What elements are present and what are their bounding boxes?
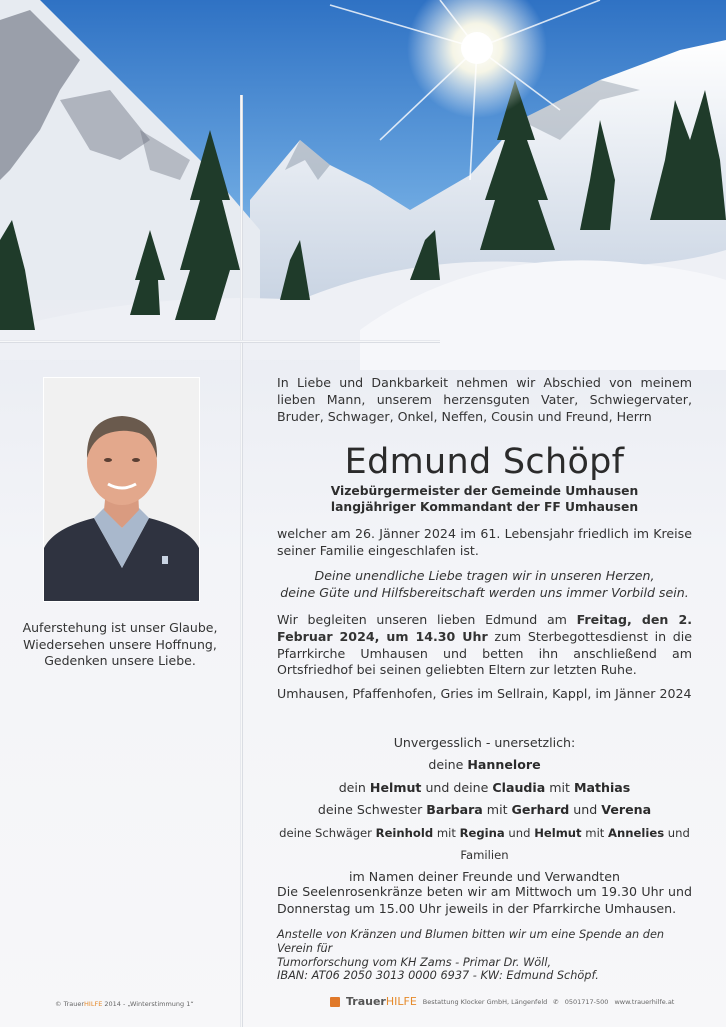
mourner-line: deine Schwester Barbara mit Gerhard und Verena: [317, 802, 652, 818]
mourners-list: [277, 732, 692, 889]
mourners-heading: Unvergesslich - unersetzlich:: [393, 735, 576, 750]
death-notice: welcher am 26. Jänner 2024 im 61. Lebensjahr friedlich im Kreise seiner Familie eingeschlafen ist.: [277, 526, 692, 558]
place-date: Umhausen, Pfaffenhofen, Gries im Sellrain, Kappl, im Jänner 2024: [277, 686, 692, 701]
left-quote-line: Auferstehung ist unser Glaube,: [22, 620, 218, 635]
mourners-closing: im Namen deiner Freunde und Verwandten: [349, 869, 620, 885]
deceased-name: Edmund Schöpf: [344, 442, 625, 482]
left-quote: [20, 620, 220, 670]
verse-line: deine Güte und Hilfsbereitschaft werden uns immer Vorbild sein.: [280, 584, 689, 600]
phone-number: 0501717-500: [564, 997, 609, 1006]
trauerhilfe-logo-icon: [330, 997, 340, 1007]
donation-request: [277, 928, 692, 983]
funeral-date-time: Freitag, den 2. Februar 2024, um 14.30 Uhr: [277, 612, 692, 644]
website-link[interactable]: www.trauerhilfe.at: [614, 997, 675, 1006]
funeral-text: Wir begleiten unseren lieben Edmund am: [277, 612, 577, 627]
verse-line: Deine unendliche Liebe tragen wir in unseren Herzen,: [314, 568, 655, 583]
title-line: Vizebürgermeister der Gemeinde Umhausen: [330, 484, 639, 498]
company-name: Bestattung Klocker GmbH, Längenfeld: [422, 997, 548, 1006]
donation-line: Tumorforschung vom KH Zams - Primar Dr. Wöll,: [277, 955, 552, 969]
cross-vertical-bar: [240, 95, 243, 1027]
logo-text: TrauerHILFE: [346, 995, 417, 1008]
copyright-notice: © TrauerHILFE 2014 - „Winterstimmung 1“: [55, 1000, 194, 1008]
memorial-verse: [277, 568, 692, 601]
funeral-details: [277, 612, 692, 679]
portrait-photo: [43, 377, 200, 602]
donation-line: IBAN: AT06 2050 3013 0000 6937 - KW: Edmund Schöpf.: [277, 969, 599, 983]
cross-horizontal-bar: [0, 340, 440, 343]
intro-text: In Liebe und Dankbarkeit nehmen wir Abschied von meinem lieben Mann, unserem herzensguten Vater, Schwiegervater, Bruder, Schwager, Onkel, Neffen, Cousin und Freund, Herrn: [277, 375, 692, 424]
mourner-line: deine Hannelore: [428, 757, 541, 773]
funeral-text: zum Sterbegottesdienst in die Pfarrkirche Umhausen und betten ihn anschließend am Ortsfriedhof bei seinen geliebten Eltern zur letzten Ruhe.: [277, 628, 692, 678]
donation-line: Anstelle von Kränzen und Blumen bitten wir um eine Spende an den Verein für: [277, 928, 665, 955]
mourner-line: dein Helmut und deine Claudia mit Mathias: [338, 779, 631, 795]
rosary-notice: Die Seelenrosenkränze beten wir am Mittwoch um 19.30 Uhr und Donnerstag um 15.00 Uhr jeweils in der Pfarrkirche Umhausen.: [277, 884, 692, 916]
mourner-line: deine Schwäger Reinhold mit Regina und Helmut mit Annelies und Familien: [279, 825, 690, 863]
title-line: langjähriger Kommandant der FF Umhausen: [330, 499, 639, 514]
left-quote-line: Wiedersehen unsere Hoffnung,: [23, 636, 217, 652]
phone-icon: ✆: [553, 997, 559, 1006]
left-quote-line: Gedenken unsere Liebe.: [44, 653, 196, 668]
footer-publisher: [330, 995, 674, 1008]
deceased-titles: [277, 484, 692, 515]
